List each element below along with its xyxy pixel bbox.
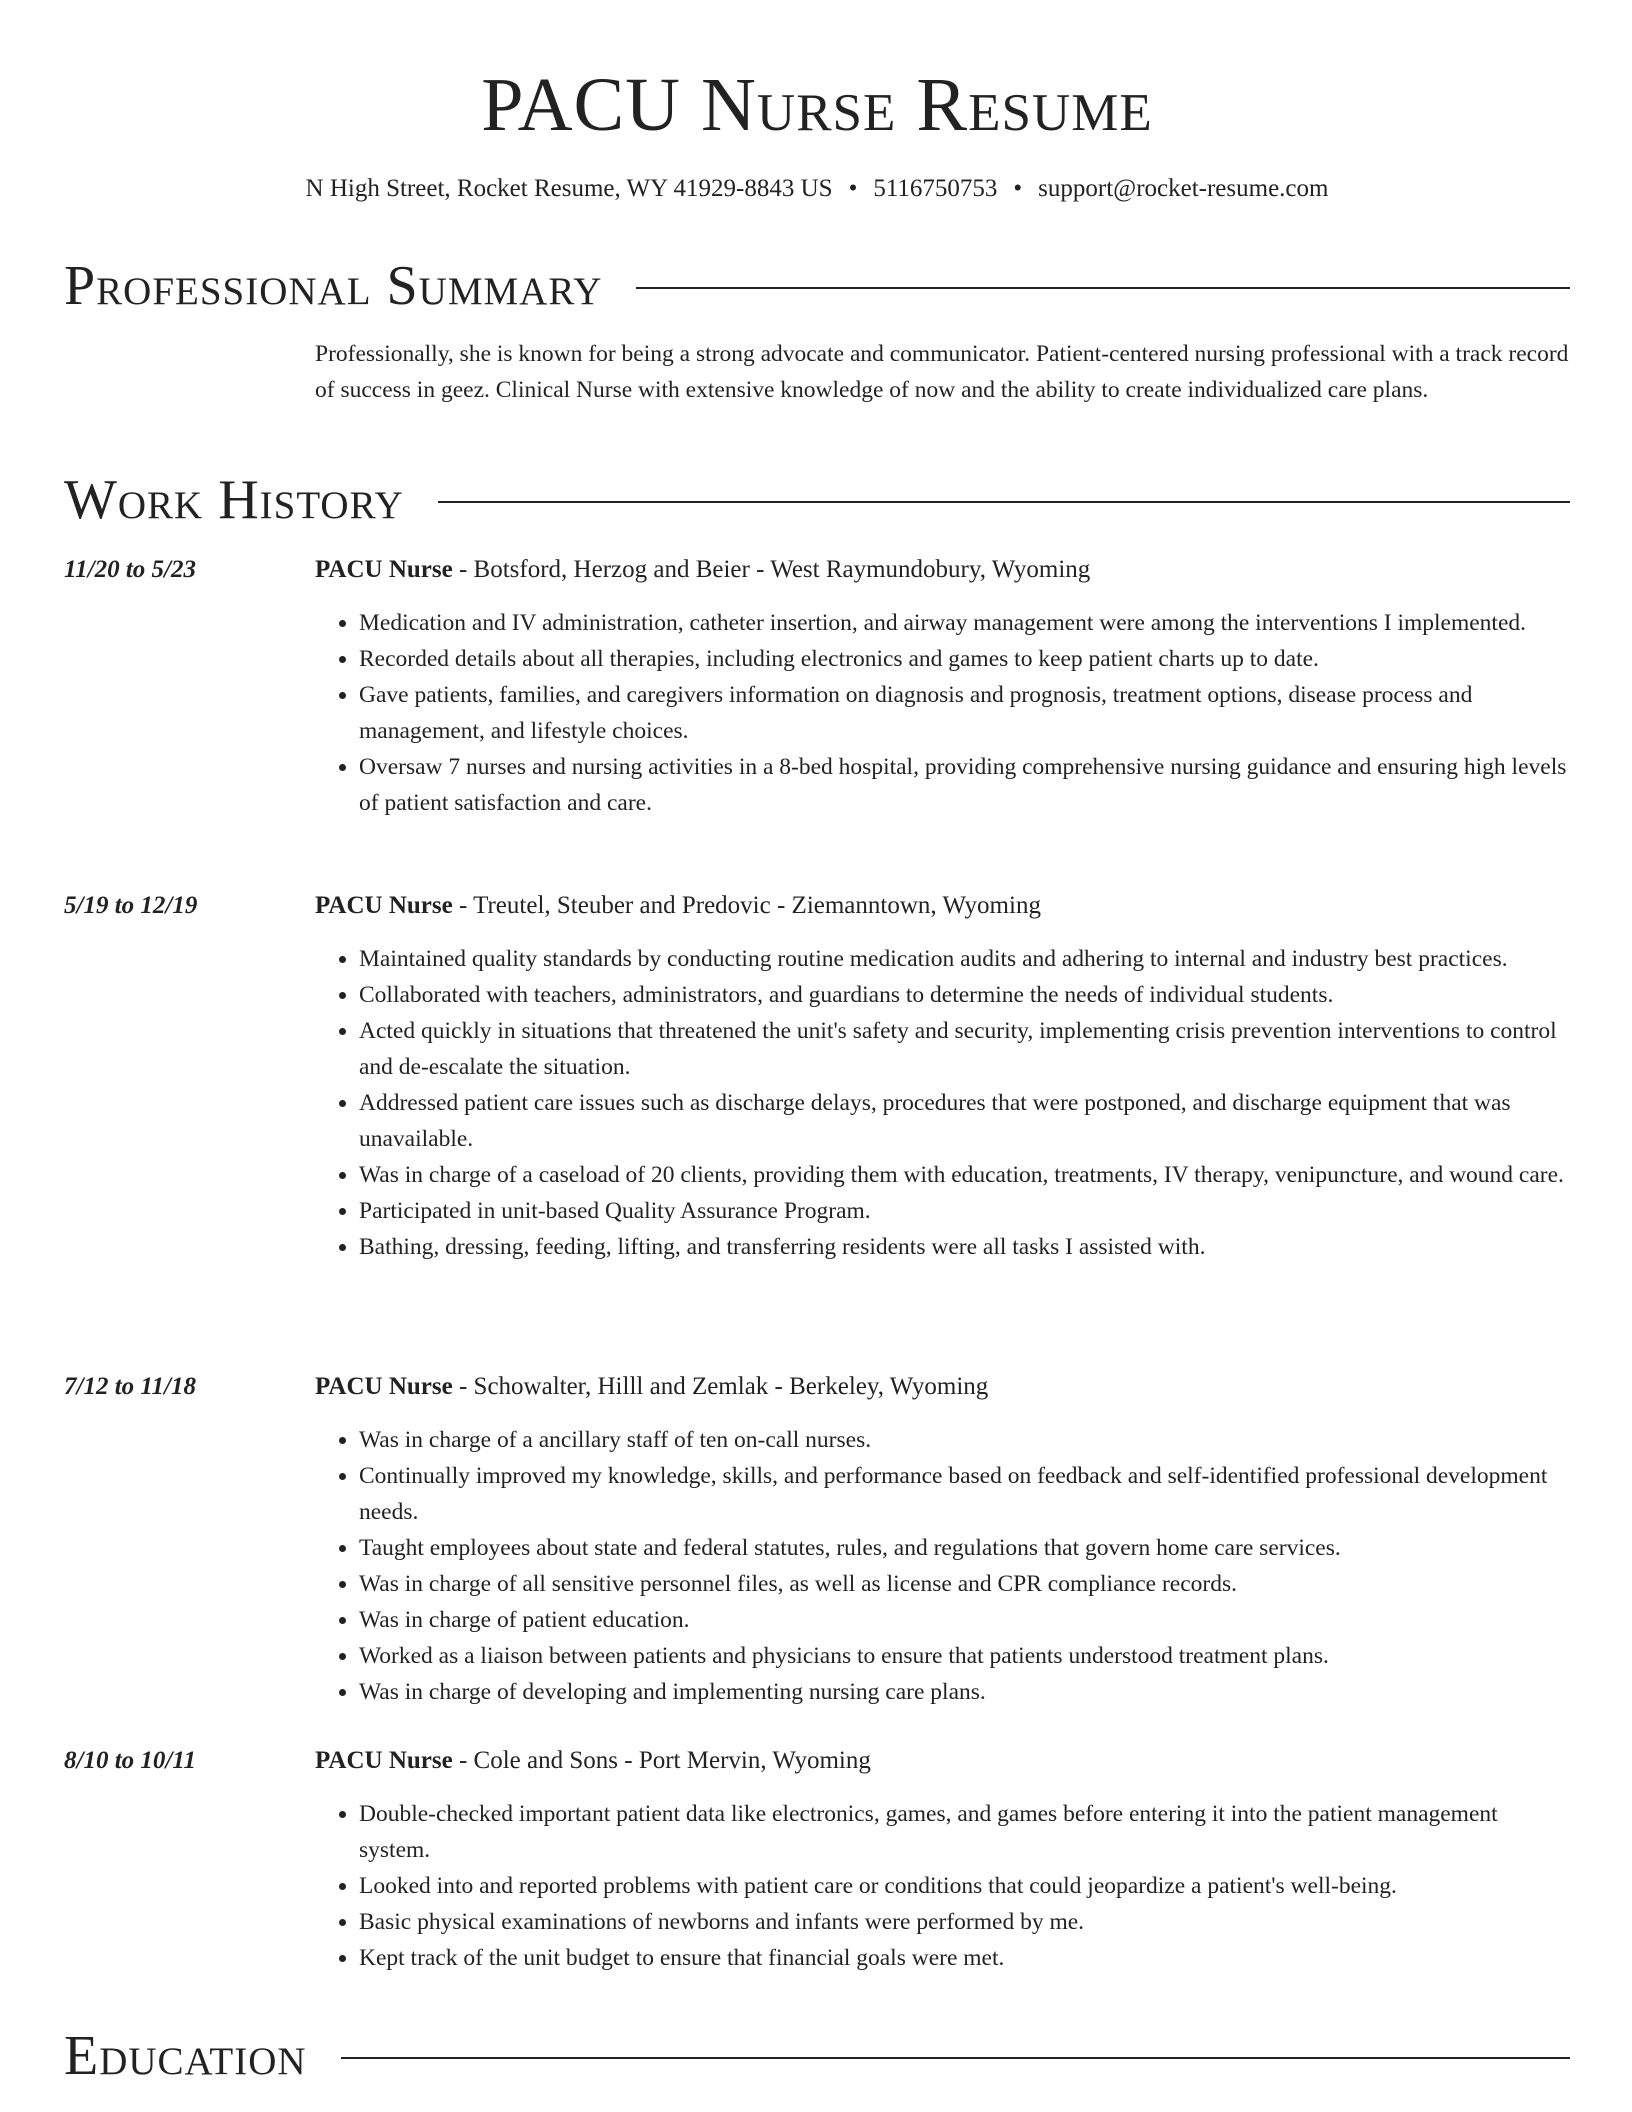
- contact-phone: 5116750753: [873, 175, 998, 202]
- job-title: PACU Nurse: [315, 1747, 453, 1774]
- job-dates: 7/12 to 11/18: [64, 1373, 196, 1400]
- job-title-line: [315, 553, 1570, 587]
- job-bullets: [315, 941, 1570, 1265]
- bullet-item: • Double-checked important patient data like electronics, games, and games before entering it into the patient management system.: [359, 1796, 1570, 1868]
- job-title: PACU Nurse: [315, 892, 453, 919]
- job-title-line: [315, 1370, 1570, 1404]
- job-dates: 8/10 to 10/11: [64, 1747, 196, 1774]
- job-dates: 11/20 to 5/23: [64, 556, 196, 583]
- bullet-item: • Was in charge of a ancillary staff of ten on-call nurses.: [359, 1422, 1570, 1458]
- job-details: - Schowalter, Hilll and Zemlak - Berkeley, Wyoming: [452, 1373, 989, 1400]
- bullet-item: • Addressed patient care issues such as discharge delays, procedures that were postponed, and discharge equipment that was unavailable.: [359, 1085, 1570, 1157]
- bullet-item: • Collaborated with teachers, administrators, and guardians to determine the needs of individual students.: [359, 977, 1570, 1013]
- bullet-item: • Maintained quality standards by conducting routine medication audits and adhering to internal and industry best practices.: [359, 941, 1570, 977]
- bullet-item: • Taught employees about state and federal statutes, rules, and regulations that govern home care services.: [359, 1530, 1570, 1566]
- job-title: PACU Nurse: [315, 1373, 453, 1400]
- bullet-item: • Worked as a liaison between patients and physicians to ensure that patients understood treatment plans.: [359, 1638, 1570, 1674]
- bullet-item: • Participated in unit-based Quality Assurance Program.: [359, 1193, 1570, 1229]
- job-bullets: [315, 605, 1570, 821]
- section-heading: Education: [64, 2025, 307, 2087]
- job-bullets: [315, 1796, 1570, 1976]
- job-details: - Botsford, Herzog and Beier - West Raymundobury, Wyoming: [452, 556, 1091, 583]
- job-title-line: [315, 1744, 1570, 1778]
- contact-separator: •: [848, 175, 858, 202]
- section-heading: Professional Summary: [64, 255, 603, 317]
- bullet-item: • Bathing, dressing, feeding, lifting, and transferring residents were all tasks I assisted with.: [359, 1229, 1570, 1265]
- job-title-line: [315, 889, 1570, 923]
- section-rule: [341, 2057, 1570, 2059]
- section-heading: Work History: [64, 469, 404, 531]
- section-professional-summary: [64, 254, 1570, 318]
- section-rule: [636, 287, 1570, 289]
- job-details: - Cole and Sons - Port Mervin, Wyoming: [452, 1747, 871, 1774]
- bullet-item: • Medication and IV administration, catheter insertion, and airway management were among the interventions I implemented.: [359, 605, 1570, 641]
- bullet-item: • Recorded details about all therapies, including electronics and games to keep patient charts up to date.: [359, 641, 1570, 677]
- bullet-item: • Was in charge of patient education.: [359, 1602, 1570, 1638]
- resume-name: PACU Nurse Resume: [481, 63, 1153, 147]
- bullet-item: • Acted quickly in situations that threatened the unit's safety and security, implementing crisis prevention interventions to control and de-escalate the situation.: [359, 1013, 1570, 1085]
- contact-email: support@rocket-resume.com: [1038, 175, 1329, 202]
- summary-text: Professionally, she is known for being a strong advocate and communicator. Patient-centered nursing professional with a track record of success in geez. Clinical Nurse with extensive knowledge of now and the ability to create individualized care plans.: [315, 341, 1569, 403]
- contact-separator: •: [1013, 175, 1023, 202]
- job-title: PACU Nurse: [315, 556, 453, 583]
- bullet-item: • Was in charge of developing and implementing nursing care plans.: [359, 1674, 1570, 1710]
- job-bullets: [315, 1422, 1570, 1710]
- job-dates: 5/19 to 12/19: [64, 892, 198, 919]
- job-details: - Treutel, Steuber and Predovic - Ziemanntown, Wyoming: [452, 892, 1041, 919]
- bullet-item: • Was in charge of all sensitive personnel files, as well as license and CPR compliance records.: [359, 1566, 1570, 1602]
- bullet-item: • Oversaw 7 nurses and nursing activities in a 8-bed hospital, providing comprehensive nursing guidance and ensuring high levels of patient satisfaction and care.: [359, 749, 1570, 821]
- section-work-history: [64, 468, 1570, 532]
- bullet-item: • Basic physical examinations of newborns and infants were performed by me.: [359, 1904, 1570, 1940]
- bullet-item: • Gave patients, families, and caregivers information on diagnosis and prognosis, treatment options, disease process and management, and lifestyle choices.: [359, 677, 1570, 749]
- bullet-item: • Continually improved my knowledge, skills, and performance based on feedback and self-identified professional development needs.: [359, 1458, 1570, 1530]
- bullet-item: • Looked into and reported problems with patient care or conditions that could jeopardize a patient's well-being.: [359, 1868, 1570, 1904]
- bullet-item: • Kept track of the unit budget to ensure that financial goals were met.: [359, 1940, 1570, 1976]
- section-rule: [438, 501, 1570, 503]
- contact-address: N High Street, Rocket Resume, WY 41929-8843 US: [305, 175, 833, 202]
- section-education: [64, 2024, 1570, 2088]
- bullet-item: • Was in charge of a caseload of 20 clients, providing them with education, treatments, IV therapy, venipuncture, and wound care.: [359, 1157, 1570, 1193]
- contact-line: [64, 172, 1570, 206]
